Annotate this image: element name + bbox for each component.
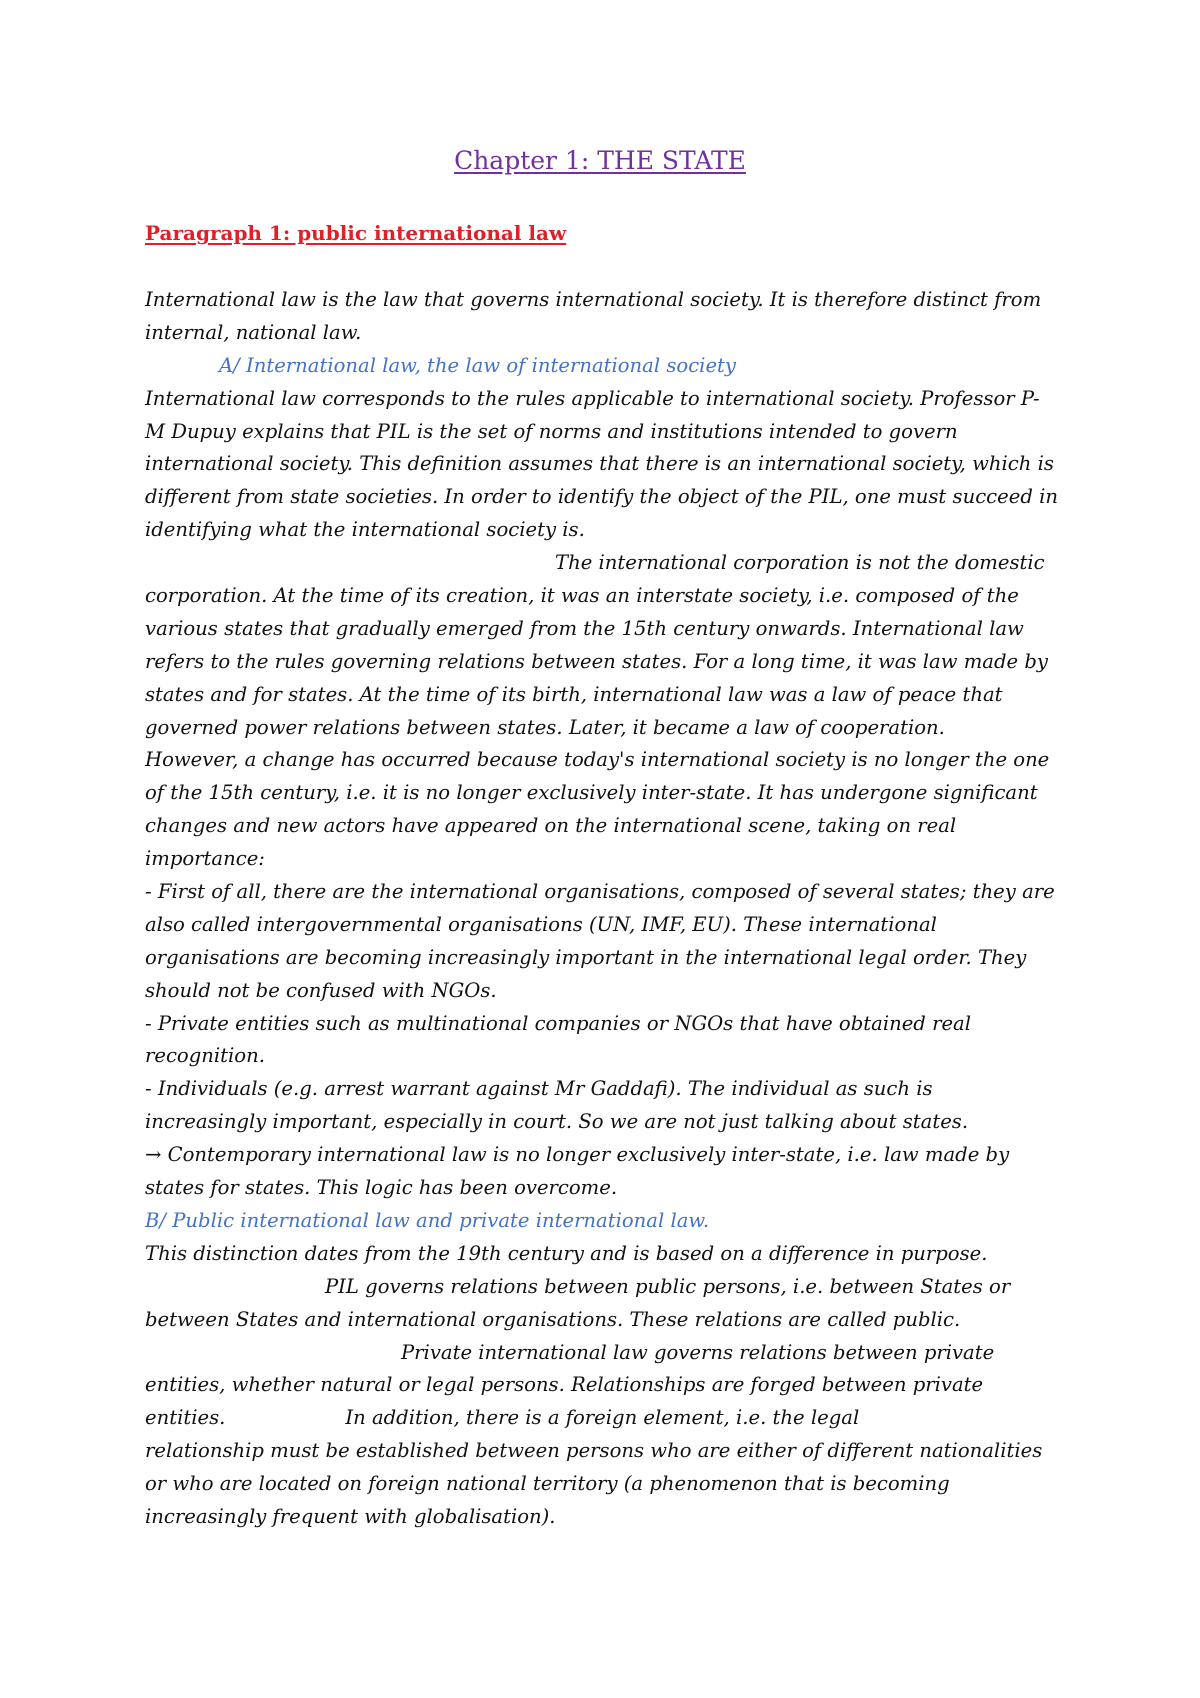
text-line: increasingly important, especially in court. So we are not just talking about states. bbox=[145, 1110, 969, 1134]
text-line: Private international law governs relations between private bbox=[401, 1340, 995, 1364]
list-item-line: - First of all, there are the international organisations, composed of several states; they are bbox=[145, 880, 1055, 904]
text-line: International law corresponds to the rules applicable to international society. Professor P- bbox=[145, 386, 1040, 410]
text-line: recognition. bbox=[145, 1044, 265, 1068]
text-line: should not be confused with NGOs. bbox=[145, 978, 497, 1002]
text-line: changes and new actors have appeared on the international scene, taking on real bbox=[145, 814, 957, 838]
text-line: entities, whether natural or legal persons. Relationships are forged between private bbox=[145, 1373, 984, 1397]
text-line: M Dupuy explains that PIL is the set of norms and institutions intended to govern bbox=[145, 419, 958, 443]
text-line: various states that gradually emerged from the 15th century onwards. International law bbox=[145, 616, 1024, 640]
text-line: also called intergovernmental organisations (UN, IMF, EU). These international bbox=[145, 912, 937, 936]
text-line: corporation. At the time of its creation, it was an interstate society, i.e. composed of the bbox=[145, 584, 1019, 608]
list-item-line: - Private entities such as multinational companies or NGOs that have obtained real bbox=[145, 1011, 971, 1035]
conclusion-line: → Contemporary international law is no longer exclusively inter-state, i.e. law made by bbox=[145, 1143, 1010, 1167]
chapter-title: Chapter 1: THE STATE bbox=[454, 146, 746, 175]
text-line: However, a change has occurred because today's international society is no longer the one bbox=[145, 748, 1050, 772]
text-line: states for states. This logic has been overcome. bbox=[145, 1176, 618, 1200]
text-line bbox=[145, 1402, 1075, 1435]
text-line: different from state societies. In order to identify the object of the PIL, one must succeed in bbox=[145, 485, 1058, 509]
text-line: This distinction dates from the 19th century and is based on a difference in purpose. bbox=[145, 1241, 988, 1265]
text-line: PIL governs relations between public persons, i.e. between States or bbox=[325, 1274, 1011, 1298]
text-line: relationship must be established between persons who are either of different nationalities bbox=[145, 1439, 1043, 1463]
text-line: identifying what the international society is. bbox=[145, 518, 585, 542]
text-line: The international corporation is not the domestic bbox=[555, 551, 1045, 575]
text-line: importance: bbox=[145, 847, 265, 871]
text-line: organisations are becoming increasingly important in the international legal order. They bbox=[145, 945, 1027, 969]
text-fragment: entities. bbox=[145, 1406, 226, 1430]
text-line: or who are located on foreign national territory (a phenomenon that is becoming bbox=[145, 1472, 950, 1496]
text-line: refers to the rules governing relations between states. For a long time, it was law made by bbox=[145, 649, 1048, 673]
body-text bbox=[145, 284, 1075, 1534]
paragraph-heading: Paragraph 1: public international law bbox=[145, 221, 567, 245]
list-item-line: - Individuals (e.g. arrest warrant against Mr Gaddafi). The individual as such is bbox=[145, 1077, 933, 1101]
text-line: of the 15th century, i.e. it is no longer exclusively inter-state. It has undergone significant bbox=[145, 781, 1038, 805]
text-line: increasingly frequent with globalisation). bbox=[145, 1504, 556, 1528]
text-line: between States and international organisations. These relations are called public. bbox=[145, 1307, 961, 1331]
text-line: governed power relations between states. Later, it became a law of cooperation. bbox=[145, 715, 945, 739]
text-fragment: In addition, there is a foreign element, i.e. the legal bbox=[345, 1406, 860, 1430]
text-line: international society. This definition assumes that there is an international society, which is bbox=[145, 452, 1054, 476]
text-line: International law is the law that governs international society. It is therefore distinct from bbox=[145, 288, 1042, 311]
section-heading-b: B/ Public international law and private international law. bbox=[145, 1208, 710, 1232]
text-line: internal, national law. bbox=[145, 320, 362, 344]
section-heading-a: A/ International law, the law of international society bbox=[219, 353, 736, 377]
text-line: states and for states. At the time of its birth, international law was a law of peace that bbox=[145, 682, 1003, 706]
